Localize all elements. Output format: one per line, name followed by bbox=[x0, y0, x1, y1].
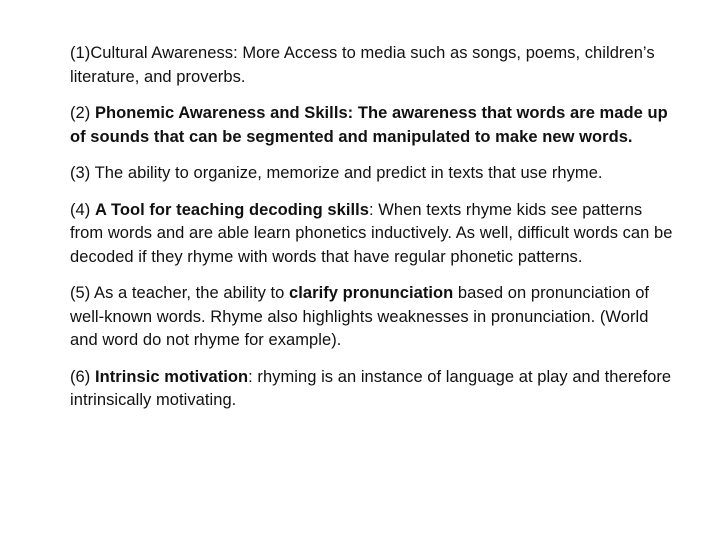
paragraph-bold-text: Phonemic Awareness and Skills: The awareness that words are made up of sounds that can be segmented and manipulated to make new words. bbox=[70, 104, 668, 146]
paragraph-text-continued: based on pronunciation of well-known words. Rhyme also highlights weaknesses in pronunciation. (World and word do not rhyme for example). bbox=[70, 284, 650, 349]
paragraph-5-clarify-pronunciation bbox=[70, 282, 680, 353]
slide-body bbox=[70, 42, 680, 426]
paragraph-number: (4) bbox=[70, 200, 95, 219]
paragraph-text: : rhyming is an instance of language at play and therefore intrinsically motivating. bbox=[70, 367, 672, 409]
paragraph-number: (2) bbox=[70, 104, 95, 122]
paragraph-bold-text: A Tool for teaching decoding skills bbox=[94, 200, 369, 219]
paragraph-number: (3) bbox=[70, 164, 95, 182]
paragraph-2-phonemic-awareness bbox=[70, 102, 680, 149]
paragraph-bold-text: clarify pronunciation bbox=[289, 284, 454, 302]
paragraph-6-intrinsic-motivation bbox=[70, 366, 680, 413]
paragraph-text: The ability to organize, memorize and predict in texts that use rhyme. bbox=[94, 164, 603, 182]
paragraph-number: (6) bbox=[70, 367, 95, 386]
paragraph-1-cultural-awareness bbox=[70, 42, 680, 89]
paragraph-bold-text: Intrinsic motivation bbox=[94, 367, 249, 386]
paragraph-text: Cultural Awareness: More Access to media such as songs, poems, children’s literature, and proverbs. bbox=[70, 44, 655, 86]
paragraph-text: As a teacher, the ability to bbox=[94, 284, 290, 302]
paragraph-3-organize-memorize bbox=[70, 162, 680, 186]
paragraph-4-decoding-skills bbox=[70, 199, 680, 270]
paragraph-number: (5) bbox=[70, 284, 95, 302]
paragraph-number: (1) bbox=[70, 44, 91, 62]
paragraph-text: : When texts rhyme kids see patterns from words and are able learn phonetics inductively. As well, difficult words can be decoded if they rhyme with words that have regular phonetic patterns. bbox=[70, 200, 673, 266]
